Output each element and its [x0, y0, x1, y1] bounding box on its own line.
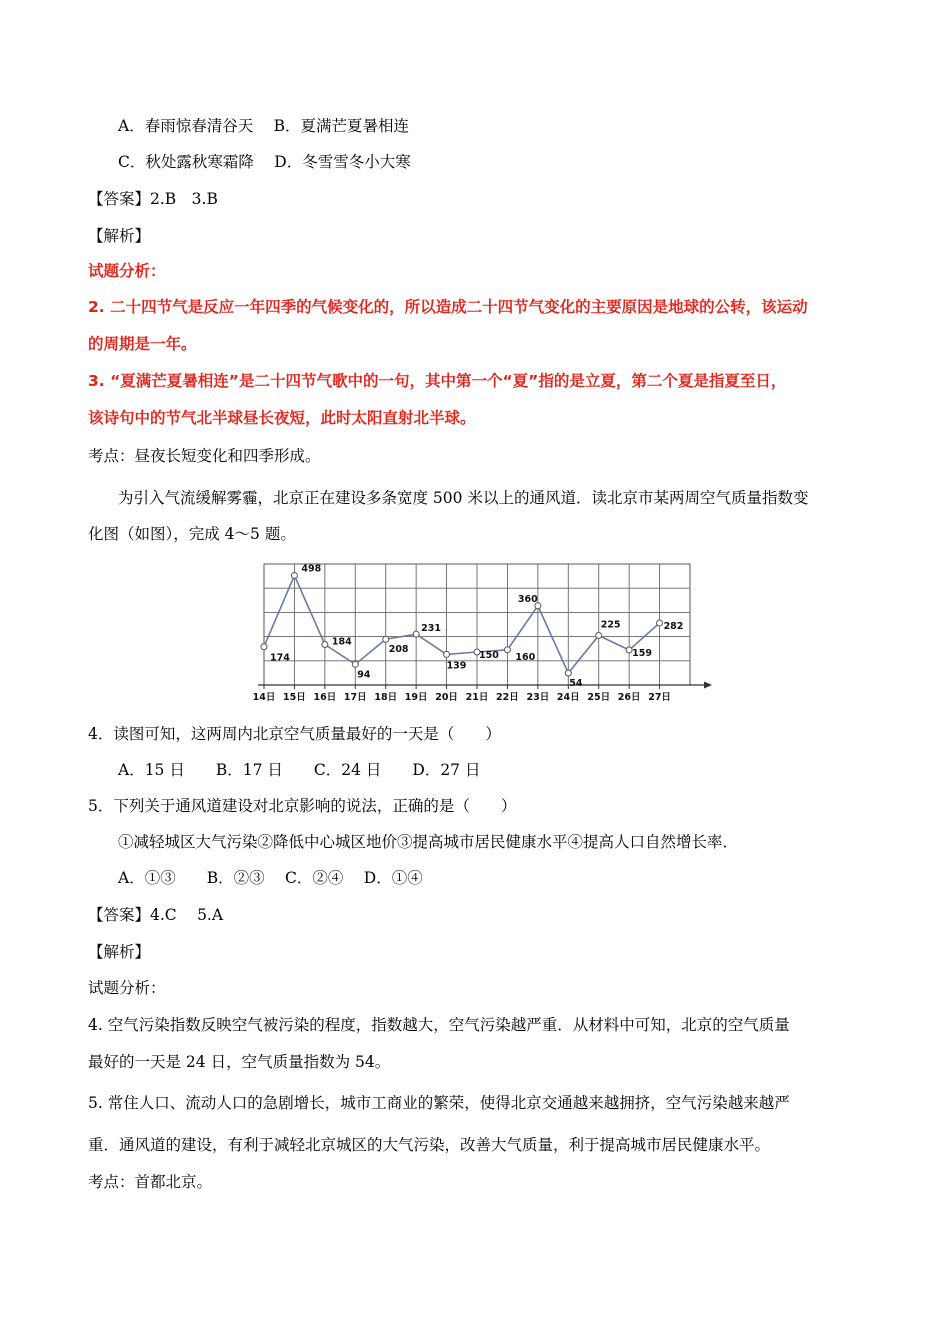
x-tick-label: 18日: [374, 692, 398, 703]
analysis-item-5-line1: 5. 常住人口、流动人口的急剧增长，城市工商业的繁荣，使得北京交通越来越拥挤，空气污染越来越严: [88, 1094, 790, 1112]
intro-line1: 为引入气流缓解雾霾，北京正在建设多条宽度 500 米以上的通风道．读北京市某两周空气质量指数变: [118, 489, 809, 507]
analysis-subheader-2: 试题分析：: [88, 979, 166, 997]
data-label: 360: [517, 593, 538, 605]
data-label: 231: [421, 623, 441, 635]
analysis-header: 【解析】: [88, 227, 151, 245]
q3-options-line2: C．秋处露秋寒霜降 D．冬雪雪冬小大寒: [118, 153, 411, 171]
analysis-item-2-line2: 的周期是一年。: [88, 335, 197, 353]
x-tick-label: 25日: [587, 692, 611, 703]
x-tick-label: 16日: [313, 692, 337, 703]
x-tick-label: 14日: [252, 692, 276, 703]
data-label: 54: [569, 678, 583, 690]
analysis-item-3-line2: 该诗句中的节气北半球昼长夜短，此时太阳直射北半球。: [88, 409, 476, 427]
data-label: 160: [515, 651, 536, 663]
analysis-item-5-line2: 重．通风道的建设，有利于减轻北京城区的大气污染，改善大气质量，利于提高城市居民健康水平。: [88, 1136, 771, 1154]
analysis-item-4-line1: 4. 空气污染指数反映空气被污染的程度，指数越大，空气污染越严重．从材料中可知，北京的空气质量: [88, 1016, 790, 1034]
answer-4-5: 【答案】4.C 5.A: [88, 906, 224, 924]
x-tick-label: 15日: [283, 692, 306, 703]
data-point: [444, 651, 450, 657]
x-tick-label: 27日: [648, 692, 671, 703]
x-tick-label: 21日: [465, 692, 489, 703]
data-point: [261, 644, 267, 650]
intro-line2: 化图（如图），完成 4～5 题。: [88, 525, 296, 543]
data-label: 150: [479, 650, 499, 661]
analysis-subheader: 试题分析：: [88, 262, 166, 280]
data-label: 184: [331, 636, 352, 648]
data-label: 225: [600, 619, 621, 631]
analysis-item-4-line2: 最好的一天是 24 日，空气质量指数为 54。: [88, 1053, 391, 1071]
air-quality-chart: [250, 558, 712, 708]
data-point: [565, 670, 571, 676]
data-point: [504, 647, 510, 653]
data-point: [322, 642, 328, 648]
data-point: [352, 661, 358, 667]
answer-2-3: 【答案】2.B 3.B: [88, 190, 218, 208]
x-tick-label: 23日: [526, 692, 550, 703]
question-4: 4．读图可知，这两周内北京空气质量最好的一天是（ ）: [88, 725, 501, 743]
data-label: 139: [446, 660, 467, 672]
question-5: 5．下列关于通风道建设对北京影响的说法，正确的是（ ）: [88, 797, 517, 815]
x-tick-label: 20日: [435, 692, 458, 703]
data-label: 159: [632, 648, 652, 660]
x-tick-label: 22日: [496, 692, 519, 703]
x-tick-label: 24日: [556, 692, 580, 703]
question-4-options: A．15 日 B．17 日 C．24 日 D．27 日: [118, 761, 481, 779]
question-5-statements: ①减轻城区大气污染②降低中心城区地价③提高城市居民健康水平④提高人口自然增长率．: [118, 833, 739, 851]
data-label: 498: [301, 563, 322, 575]
x-tick-label: 17日: [343, 692, 367, 703]
question-5-options: A．①③ B．②③ C．②④ D．①④: [118, 869, 423, 887]
analysis-header-2: 【解析】: [88, 943, 151, 961]
data-point: [291, 572, 297, 578]
kaodian-2: 考点：首都北京。: [88, 1173, 213, 1191]
kaodian-1: 考点：昼夜长短变化和四季形成。: [88, 447, 321, 465]
data-label: 282: [663, 620, 684, 632]
data-point: [383, 636, 389, 642]
data-point: [657, 620, 663, 626]
data-point: [413, 631, 419, 637]
analysis-item-2-line1: 2. 二十四节气是反应一年四季的气候变化的，所以造成二十四节气变化的主要原因是地球的公转，该运动: [88, 298, 808, 316]
data-label: 208: [388, 644, 409, 656]
q3-options-line1: A．春雨惊春清谷天 B．夏满芒夏暑相连: [118, 117, 410, 135]
x-tick-label: 26日: [617, 692, 641, 703]
analysis-item-3-line1: 3. “夏满芒夏暑相连”是二十四节气歌中的一句，其中第一个“夏”指的是立夏，第二个夏是指夏至日，: [88, 372, 787, 390]
data-point: [596, 633, 602, 639]
data-label: 174: [270, 652, 290, 664]
x-tick-label: 19日: [404, 692, 428, 703]
x-axis-arrow: [704, 682, 712, 689]
data-label: 94: [357, 669, 371, 681]
chart-canvas: [250, 558, 712, 708]
